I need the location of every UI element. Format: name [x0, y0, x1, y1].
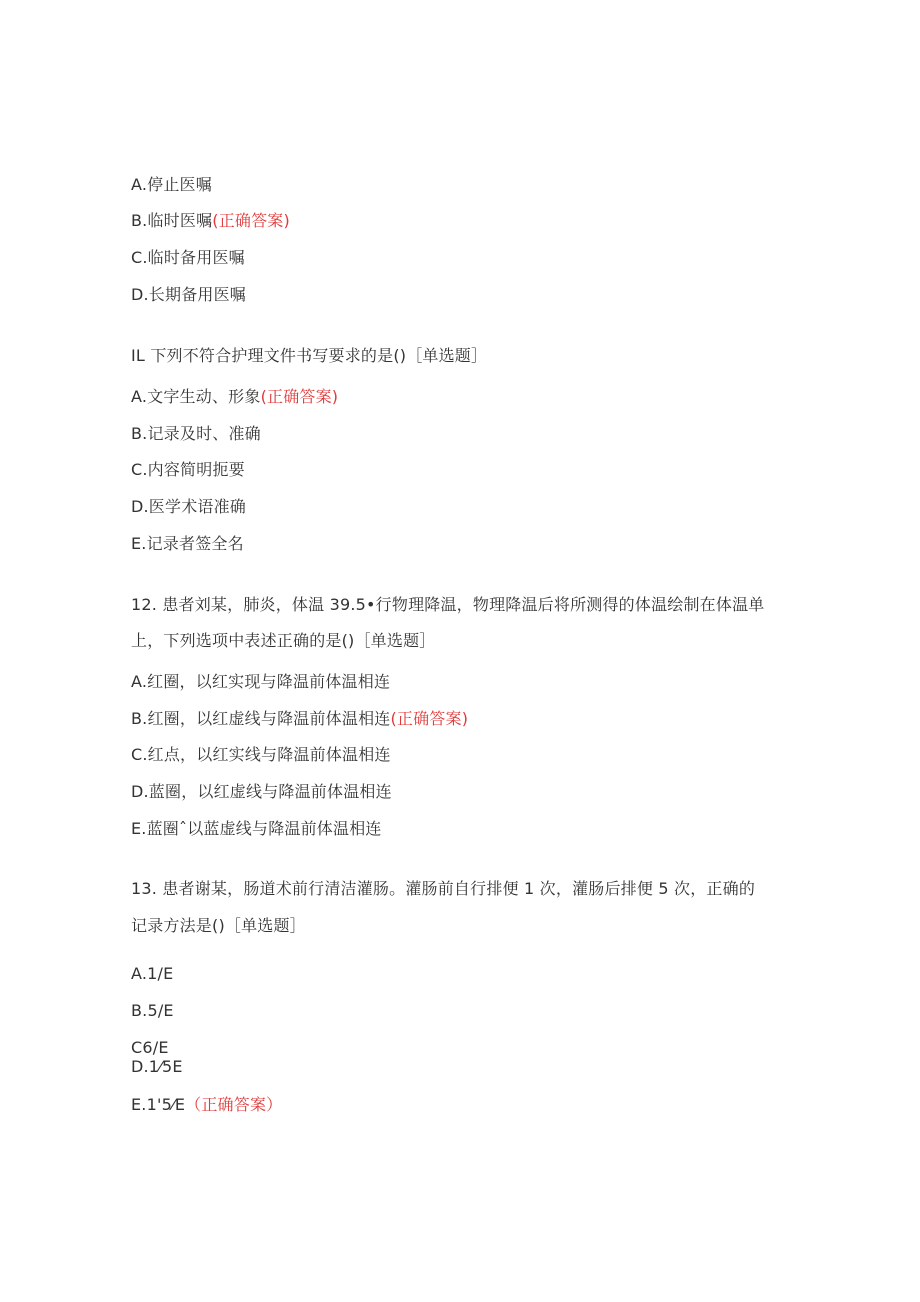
- option-text: B.红圈，以红虚线与降温前体温相连: [131, 709, 391, 728]
- option-text: E.1'5⁄E: [131, 1095, 186, 1114]
- option-text: B.记录及时、准确: [131, 424, 261, 443]
- q11-option-d: [131, 497, 246, 517]
- option-text: E.记录者签全名: [131, 534, 244, 553]
- q12-option-b: [131, 709, 468, 729]
- option-text: C.临时备用医嘱: [131, 248, 245, 267]
- question-12-stem-line-1: 12. 患者刘某，肺炎，体温 39.5•行物理降温，物理降温后将所测得的体温绘制在体温单: [131, 595, 765, 614]
- question-11-stem: IL 下列不符合护理文件书写要求的是()［单选题］: [131, 346, 488, 365]
- option-text: B.临时医嘱: [131, 211, 213, 230]
- q12-option-d: [131, 782, 392, 802]
- option-text: E.蓝圈ˆ以蓝虚线与降温前体温相连: [131, 819, 382, 838]
- question-13-stem-line-2: 记录方法是()［单选题］: [131, 916, 306, 935]
- option-text: D.1⁄5E: [131, 1057, 183, 1076]
- option-text: A.1/E: [131, 964, 174, 983]
- option-text: D.医学术语准确: [131, 497, 247, 516]
- option-a: [131, 175, 212, 195]
- correct-answer-marker: (正确答案): [390, 709, 469, 728]
- option-d: [131, 285, 246, 305]
- q11-option-a: [131, 387, 338, 407]
- correct-answer-marker: （正确答案）: [185, 1095, 283, 1114]
- q13-option-d: [131, 1057, 183, 1077]
- q12-option-c: [131, 745, 391, 765]
- option-text: B.5/E: [131, 1001, 174, 1020]
- option-text: D.蓝圈，以红虚线与降温前体温相连: [131, 782, 392, 801]
- q13-option-c: [131, 1038, 169, 1058]
- q13-option-a: [131, 964, 173, 984]
- q13-option-e: [131, 1095, 282, 1115]
- question-12-stem-line-2: 上，下列选项中表述正确的是()［单选题］: [131, 631, 436, 650]
- option-text: A.红圈，以红实现与降温前体温相连: [131, 672, 391, 691]
- option-text: C6/E: [131, 1038, 169, 1057]
- q12-option-e: [131, 819, 382, 839]
- q13-option-b: [131, 1001, 174, 1021]
- q11-option-e: [131, 534, 244, 554]
- question-13-stem-line-1: 13. 患者谢某，肠道术前行清洁灌肠。灌肠前自行排便 1 次，灌肠后排便 5 次，正确的: [131, 879, 756, 898]
- option-text: C.红点，以红实线与降温前体温相连: [131, 745, 391, 764]
- q11-option-c: [131, 460, 245, 480]
- option-c: [131, 248, 245, 268]
- q12-option-a: [131, 672, 390, 692]
- option-text: C.内容简明扼要: [131, 460, 245, 479]
- q11-option-b: [131, 424, 261, 444]
- correct-answer-marker: (正确答案): [260, 387, 339, 406]
- option-b: [131, 211, 290, 231]
- option-text: A.文字生动、形象: [131, 387, 261, 406]
- option-text: A.停止医嘱: [131, 175, 212, 194]
- correct-answer-marker: (正确答案): [212, 211, 290, 230]
- option-text: D.长期备用医嘱: [131, 285, 247, 304]
